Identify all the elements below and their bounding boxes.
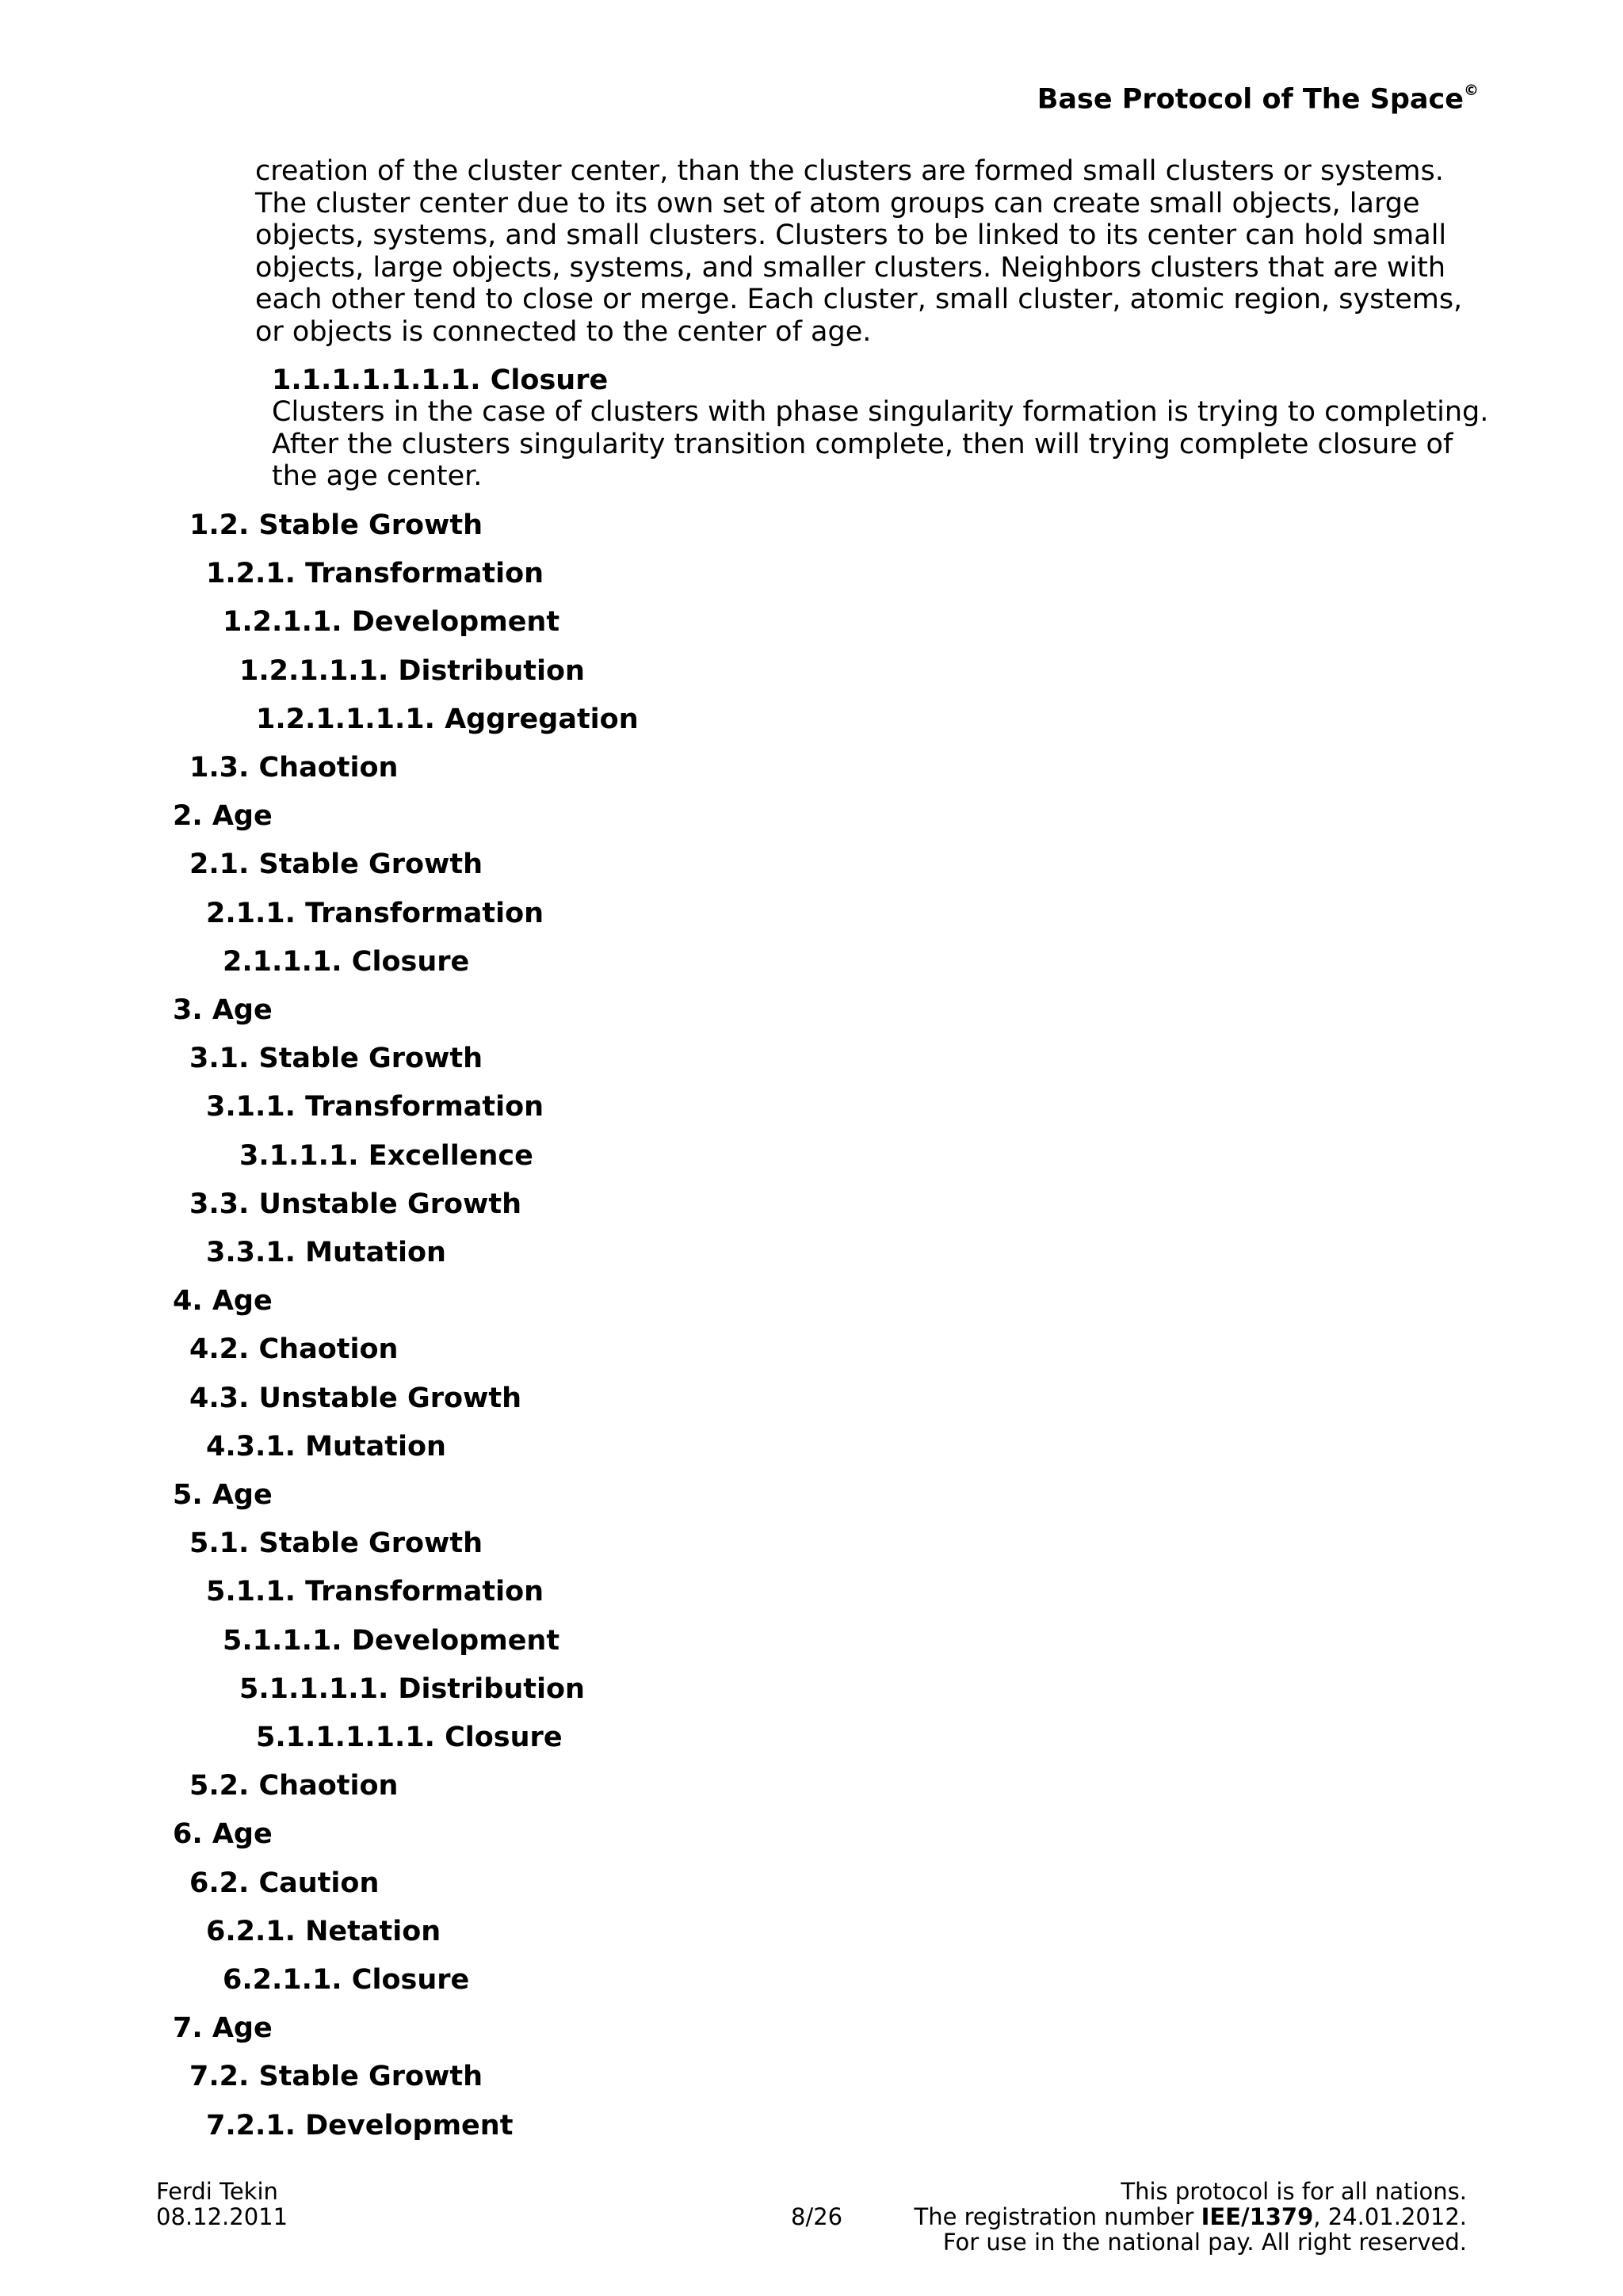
outline-item: 3.3.1. Mutation xyxy=(206,1237,446,1268)
outline-item: 4. Age xyxy=(173,1285,273,1317)
outline-item: 5. Age xyxy=(173,1479,273,1511)
outline-item: 2.1.1. Transformation xyxy=(206,898,544,929)
outline-item: 7.2. Stable Growth xyxy=(189,2061,483,2092)
outline-item: 3. Age xyxy=(173,994,273,1026)
closure-heading: 1.1.1.1.1.1.1. Closure xyxy=(272,364,609,396)
outline-item: 3.1.1.1. Excellence xyxy=(239,1140,533,1172)
outline-item: 2.1. Stable Growth xyxy=(189,849,483,880)
outline-item: 5.1.1. Transformation xyxy=(206,1576,544,1608)
document-title: Base Protocol of The Space xyxy=(1037,83,1464,116)
outline-item: 3.1.1. Transformation xyxy=(206,1091,544,1123)
footer-author: Ferdi Tekin xyxy=(156,2178,278,2205)
outline-item: 5.1.1.1. Development xyxy=(223,1625,560,1657)
footer-notice: This protocol is for all nations. xyxy=(1121,2178,1467,2205)
closure-paragraph: Clusters in the case of clusters with phase singularity formation is trying to completing. After the clusters singularity transition complete, then will trying complete closure of the age center. xyxy=(272,396,1489,492)
outline-item: 2.1.1.1. Closure xyxy=(223,946,470,978)
outline-item: 6.2.1. Netation xyxy=(206,1916,441,1947)
outline-item: 3.1. Stable Growth xyxy=(189,1043,483,1074)
outline-item: 4.3. Unstable Growth xyxy=(189,1383,521,1414)
registration-number: IEE/1379 xyxy=(1201,2203,1314,2230)
outline-item: 1.2.1. Transformation xyxy=(206,558,544,589)
outline-item: 5.1.1.1.1.1. Closure xyxy=(256,1722,563,1753)
footer-right xyxy=(914,2179,1467,2255)
outline-item: 4.3.1. Mutation xyxy=(206,1431,446,1463)
outline-item: 7. Age xyxy=(173,2012,273,2044)
footer-date: 08.12.2011 xyxy=(156,2203,288,2230)
outline-item: 1.2.1.1.1. Distribution xyxy=(239,655,585,687)
outline-item: 1.2.1.1. Development xyxy=(223,606,560,638)
outline-item: 6.2. Caution xyxy=(189,1867,380,1899)
outline-item: 6.2.1.1. Closure xyxy=(223,1964,470,1996)
outline-item: 5.1. Stable Growth xyxy=(189,1527,483,1559)
intro-paragraph: creation of the cluster center, than the clusters are formed small clusters or systems. The cluster center due to its own set of atom groups can create small objects, large objects, systems, and small clusters. Clusters to be linked to its center can hold small objects, large objects, systems, and smaller clusters. Neighbors clusters that are with each other tend to close or merge. Each cluster, small cluster, atomic region, systems, or objects is connected to the center of age. xyxy=(255,155,1463,348)
outline-item: 4.2. Chaotion xyxy=(189,1333,399,1365)
outline-item: 1.2.1.1.1.1. Aggregation xyxy=(256,704,639,735)
outline-item: 5.1.1.1.1. Distribution xyxy=(239,1673,585,1705)
outline-item: 1.2. Stable Growth xyxy=(189,509,483,541)
outline-item: 2. Age xyxy=(173,800,273,832)
outline-item: 1.3. Chaotion xyxy=(189,752,399,784)
outline-item: 6. Age xyxy=(173,1818,273,1850)
outline-item: 5.2. Chaotion xyxy=(189,1770,399,1802)
outline-item: 7.2.1. Development xyxy=(206,2110,514,2142)
copyright-symbol: © xyxy=(1464,82,1479,99)
page-number: 8/26 xyxy=(791,2203,843,2230)
footer-registration: The registration number IEE/1379, 24.01.2012. xyxy=(914,2203,1467,2230)
page-header xyxy=(1037,76,1479,117)
footer-rights: For use in the national pay. All right reserved. xyxy=(942,2229,1467,2256)
footer-left xyxy=(156,2179,288,2229)
outline-item: 3.3. Unstable Growth xyxy=(189,1188,521,1220)
